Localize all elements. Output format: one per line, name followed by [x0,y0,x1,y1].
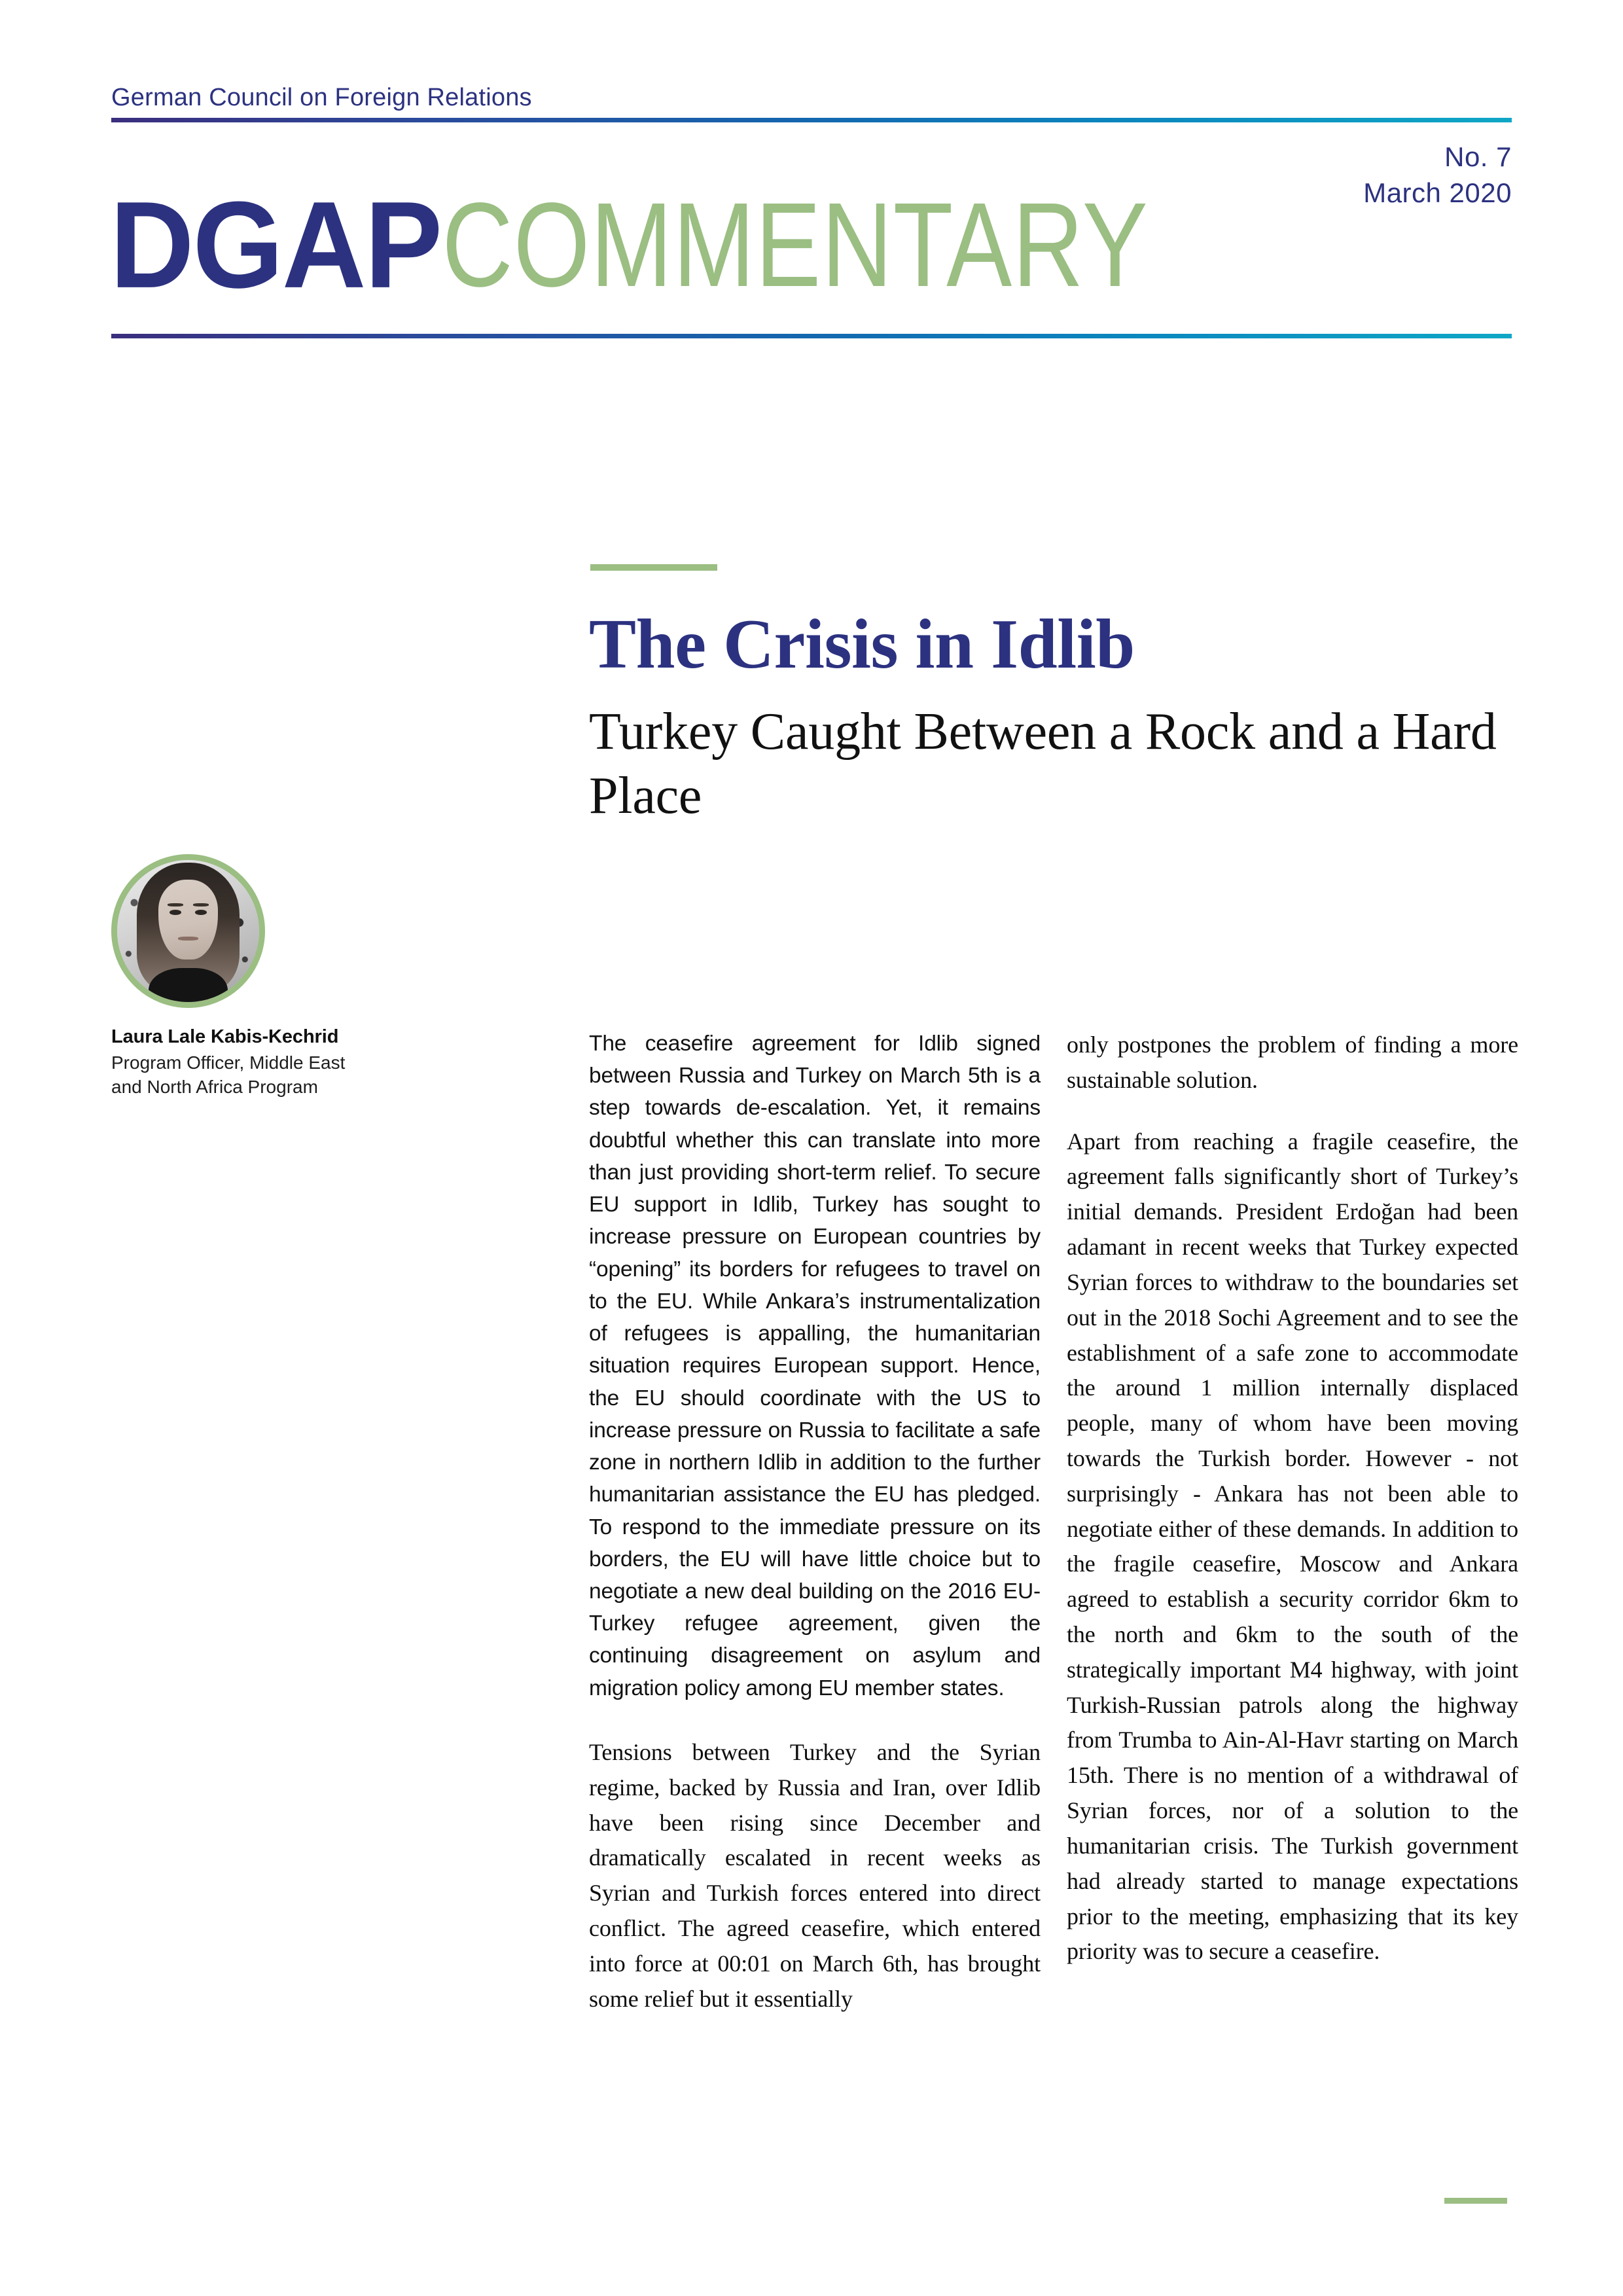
author-name: Laura Lale Kabis-Kechrid [111,1026,339,1047]
page-subtitle: Turkey Caught Between a Rock and a Hard Place [589,703,1497,825]
avatar-eye-left [169,910,181,915]
title-block [589,605,1518,828]
avatar [111,854,265,1008]
title-accent-bar [590,564,717,571]
page-title: The Crisis in Idlib [589,605,1135,683]
dgap-wordmark: DGAP [110,175,442,314]
author-block [111,854,452,1099]
author-role-line-2: and North Africa Program [111,1076,318,1097]
header-rule-bottom [111,334,1512,338]
avatar-face [158,880,218,960]
dgap-commentary-logo [110,175,1149,321]
masthead [111,85,1512,110]
body-column-right [1067,1028,1518,1969]
issue-number: No. 7 [1444,141,1512,172]
footer-accent-bar [1444,2198,1507,2204]
paragraph: The ceasefire agreement for Idlib signed between Russia and Turkey on March 5th is a step towards de-escalation. Yet, it remains doubtful whether this can translate into more than just providing short-term relief. To secure EU support in Idlib, Turkey has sought to increase pressure on European countries by “opening” its borders for refugees to travel on to the EU. While Ankara’s instrumentalization of refugees is appalling, the humanitarian situation requires European support. Hence, the EU should coordinate with the US to increase pressure on Russia to facilitate a safe zone in northern Idlib in addition to the further humanitarian assistance the EU has pledged. To respond to the immediate pressure on its borders, the EU will have little choice but to negotiate a new deal building on the 2016 EU-Turkey refugee agreement, given the continuing disagreement on asylum and migration policy among EU member states. [589,1031,1041,1700]
author-role-line-1: Program Officer, Middle East [111,1052,346,1073]
avatar-brow-right [193,903,209,906]
issue-info [1363,139,1512,211]
avatar-eye-right [195,910,206,915]
commentary-wordmark: COMMENTARY [442,177,1149,312]
author-role [111,1051,452,1099]
header-rule-top [111,118,1512,122]
paragraph: Apart from reaching a fragile ceasefire, the agreement falls significantly short of Turkey’s initial demands. President Erdoğan had been adamant in recent weeks that Turkey expected Syrian forces to withdraw to the boundaries set out in the 2018 Sochi Agreement and to see the establishment of a safe zone to accommodate the around 1 million internally displaced people, many of whom have been moving towards the Turkish border. However - not surprisingly - Ankara has not been able to negotiate either of these demands. In addition to the fragile ceasefire, Moscow and Ankara agreed to establish a security corridor 6km to the north and 6km to the south of the strategically important M4 highway, with joint Turkish-Russian patrols along the highway from Trumba to Ain-Al-Havr starting on March 15th. There is no mention of a withdrawal of Syrian forces, nor of a solution to the humanitarian crisis. The Turkish government had already started to manage expectations prior to the meeting, emphasizing that its key priority was to secure a ceasefire. [1067,1128,1518,1965]
issue-date: March 2020 [1363,177,1512,209]
avatar-mouth [178,937,198,941]
avatar-brow-left [168,903,183,906]
organization-name: German Council on Foreign Relations [111,84,532,111]
paragraph: only postpones the problem of finding a more sustainable solution. [1067,1031,1518,1093]
body-column-left [589,1028,1041,2017]
avatar-shirt [149,968,228,1005]
paragraph: Tensions between Turkey and the Syrian regime, backed by Russia and Iran, over Idlib have been rising since December and dramatically escalated in recent weeks as Syrian and Turkish forces entered into direct conflict. The agreed ceasefire, which entered into force at 00:01 on March 6th, has brought some relief but it essentially [589,1738,1041,2012]
